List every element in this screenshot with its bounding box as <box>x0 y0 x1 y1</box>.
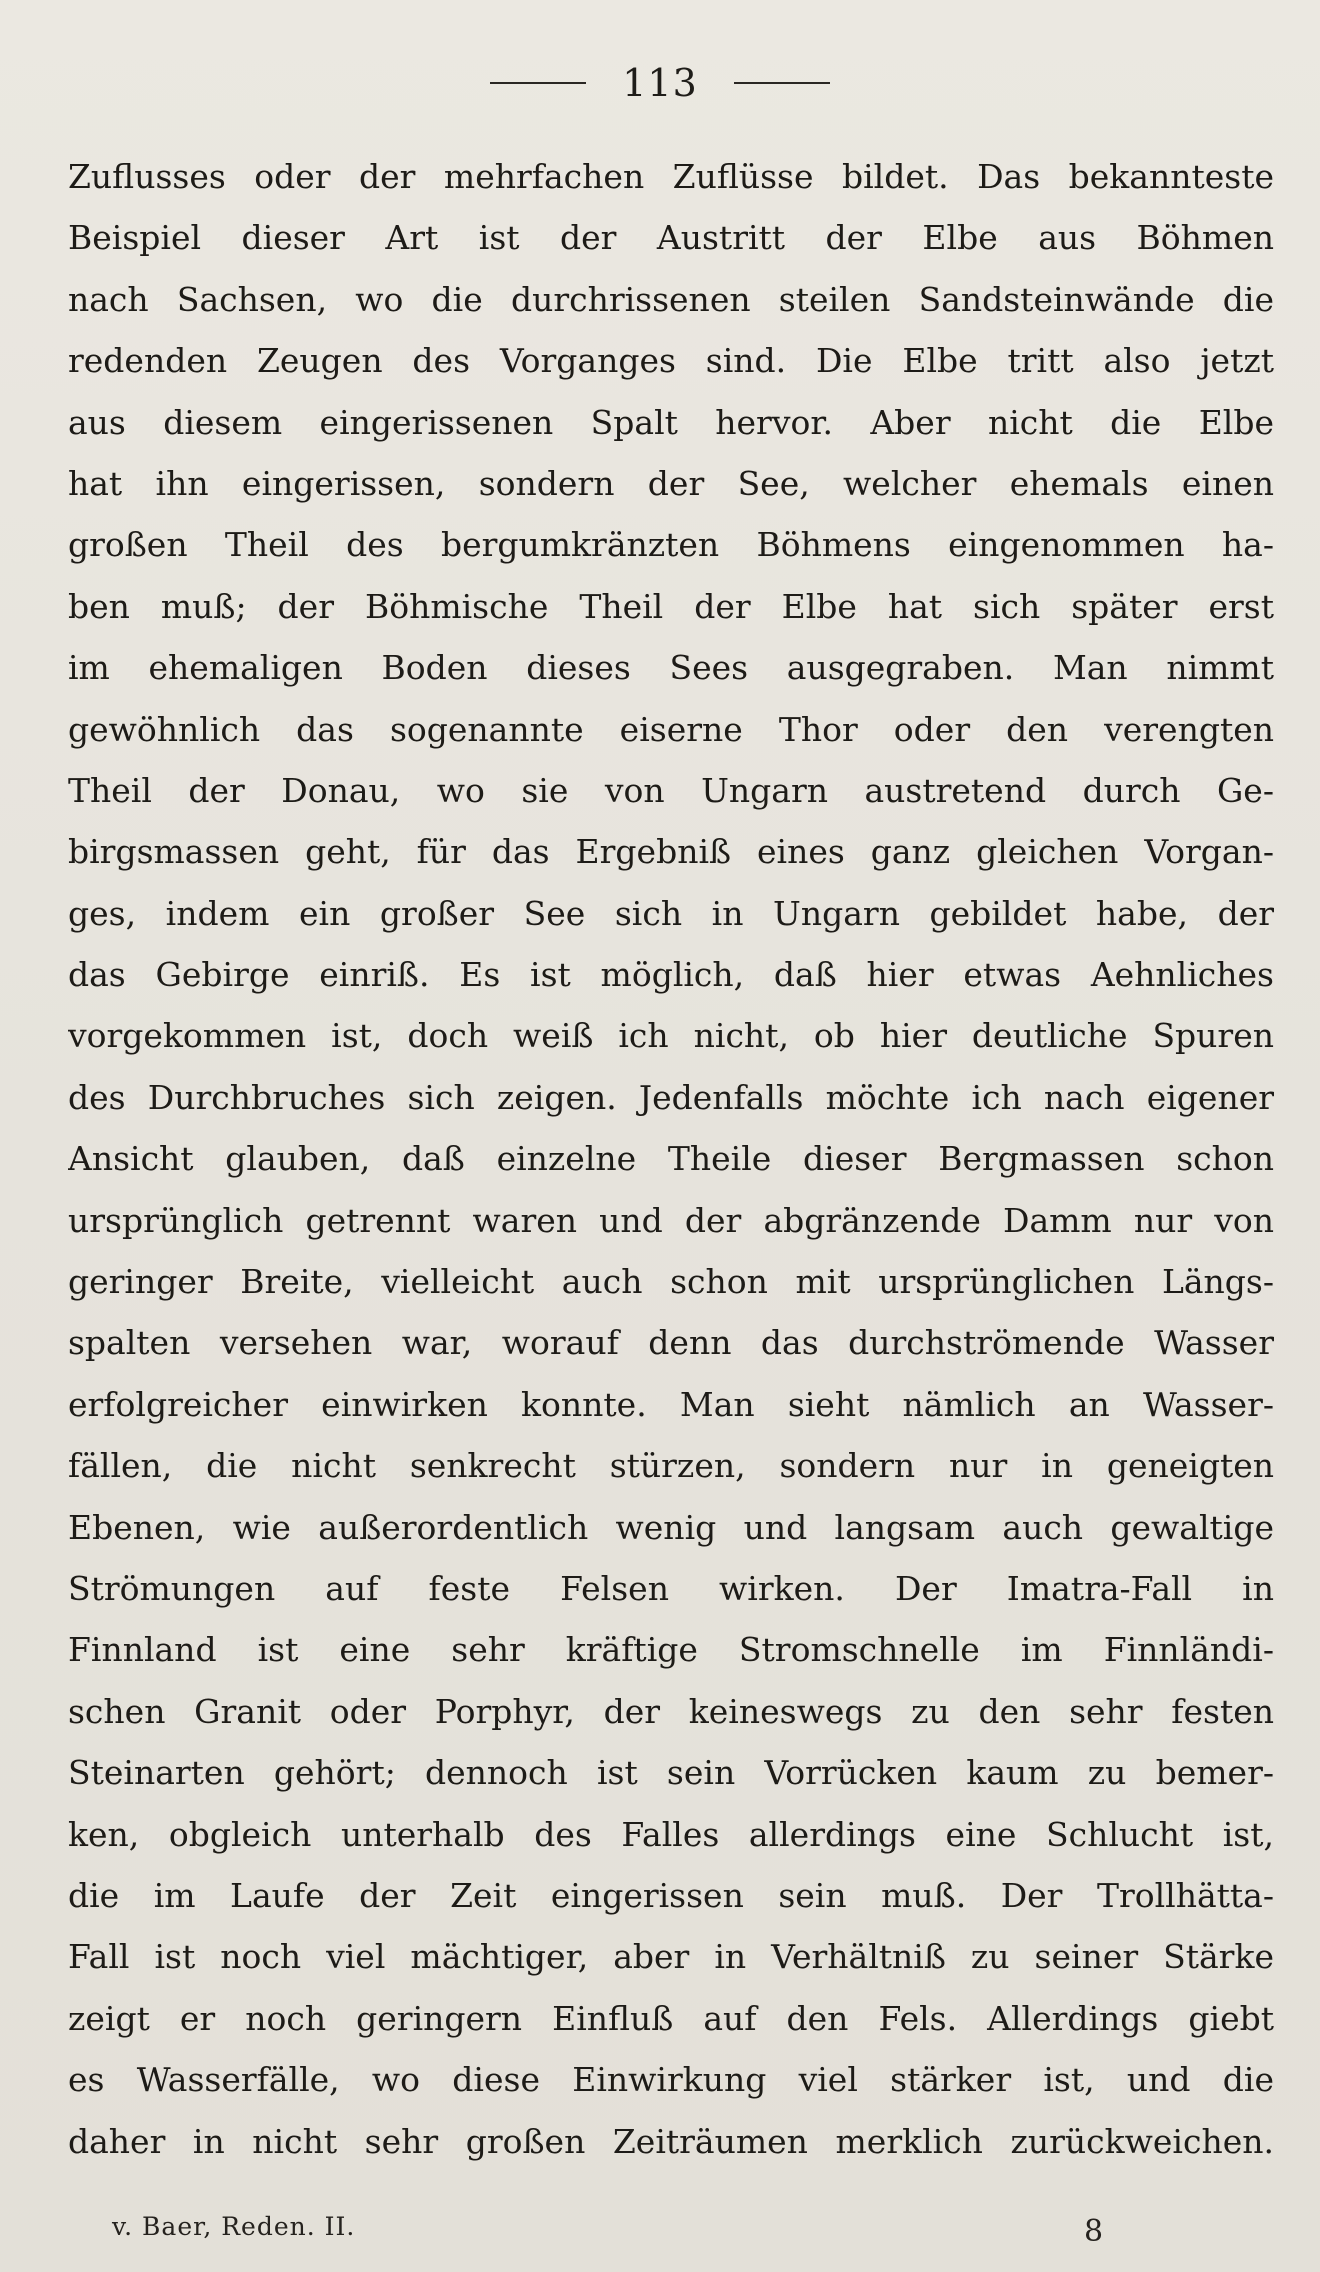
header-rule-right <box>734 82 830 84</box>
text-line: zeigt er noch geringern Einfluß auf den Fels. Allerdings giebt <box>68 1998 1274 2038</box>
text-line: fällen, die nicht senkrecht stürzen, sondern nur in geneigten <box>68 1446 1274 1486</box>
page-footer <box>0 2212 1320 2252</box>
text-line: Ebenen, wie außerordentlich wenig und langsam auch gewaltige <box>68 1507 1274 1547</box>
text-line: Beispiel dieser Art ist der Austritt der Elbe aus Böhmen <box>68 218 1274 258</box>
text-line: redenden Zeugen des Vorganges sind. Die Elbe tritt also jetzt <box>68 341 1274 381</box>
page-header <box>0 58 1320 108</box>
signature-mark: 8 <box>1084 2214 1104 2249</box>
running-footer-author-title: v. Baer, Reden. II. <box>112 2212 356 2241</box>
text-line: die im Laufe der Zeit eingerissen sein muß. Der Trollhätta- <box>68 1875 1274 1915</box>
text-line: es Wasserfälle, wo diese Einwirkung viel stärker ist, und die <box>68 2060 1274 2100</box>
text-line: Strömungen auf feste Felsen wirken. Der Imatra-Fall in <box>68 1568 1274 1608</box>
text-line: ben muß; der Böhmische Theil der Elbe hat sich später erst <box>68 586 1274 626</box>
text-line: nach Sachsen, wo die durchrissenen steilen Sandsteinwände die <box>68 279 1274 319</box>
text-line: das Gebirge einriß. Es ist möglich, daß hier etwas Aehnliches <box>68 955 1274 995</box>
text-line: aus diesem eingerissenen Spalt hervor. Aber nicht die Elbe <box>68 402 1274 442</box>
header-rule-left <box>490 82 586 84</box>
text-line: Steinarten gehört; dennoch ist sein Vorrücken kaum zu bemer- <box>68 1753 1274 1793</box>
text-line: gewöhnlich das sogenannte eiserne Thor oder den verengten <box>68 709 1274 749</box>
text-line: hat ihn eingerissen, sondern der See, welcher ehemals einen <box>68 463 1274 503</box>
text-line: schen Granit oder Porphyr, der keineswegs zu den sehr festen <box>68 1691 1274 1731</box>
text-line: spalten versehen war, worauf denn das durchströmende Wasser <box>68 1323 1274 1363</box>
text-line: großen Theil des bergumkränzten Böhmens eingenommen ha- <box>68 525 1274 565</box>
text-line: Theil der Donau, wo sie von Ungarn austretend durch Ge- <box>68 770 1274 810</box>
page-number: 113 <box>622 61 698 105</box>
text-line: Fall ist noch viel mächtiger, aber in Verhältniß zu seiner Stärke <box>68 1937 1274 1977</box>
text-line: erfolgreicher einwirken konnte. Man sieht nämlich an Wasser- <box>68 1384 1274 1424</box>
body-text <box>68 146 1274 2172</box>
text-line: des Durchbruches sich zeigen. Jedenfalls möchte ich nach eigener <box>68 1077 1274 1117</box>
text-line: vorgekommen ist, doch weiß ich nicht, ob hier deutliche Spuren <box>68 1016 1274 1056</box>
text-line: ken, obgleich unterhalb des Falles allerdings eine Schlucht ist, <box>68 1814 1274 1854</box>
text-line: Zuflusses oder der mehrfachen Zuflüsse bildet. Das bekannteste <box>68 157 1274 196</box>
text-line: birgsmassen geht, für das Ergebniß eines ganz gleichen Vorgan- <box>68 832 1274 872</box>
text-line: ges, indem ein großer See sich in Ungarn gebildet habe, der <box>68 893 1274 933</box>
text-line: geringer Breite, vielleicht auch schon mit ursprünglichen Längs- <box>68 1262 1274 1302</box>
text-line: im ehemaligen Boden dieses Sees ausgegraben. Man nimmt <box>68 648 1274 688</box>
text-line: ursprünglich getrennt waren und der abgränzende Damm nur von <box>68 1200 1274 1240</box>
text-line: daher in nicht sehr großen Zeiträumen merklich zurückweichen. <box>68 2121 1274 2161</box>
text-line: Ansicht glauben, daß einzelne Theile dieser Bergmassen schon <box>68 1139 1274 1179</box>
text-line: Finnland ist eine sehr kräftige Stromschnelle im Finnländi- <box>68 1630 1274 1670</box>
